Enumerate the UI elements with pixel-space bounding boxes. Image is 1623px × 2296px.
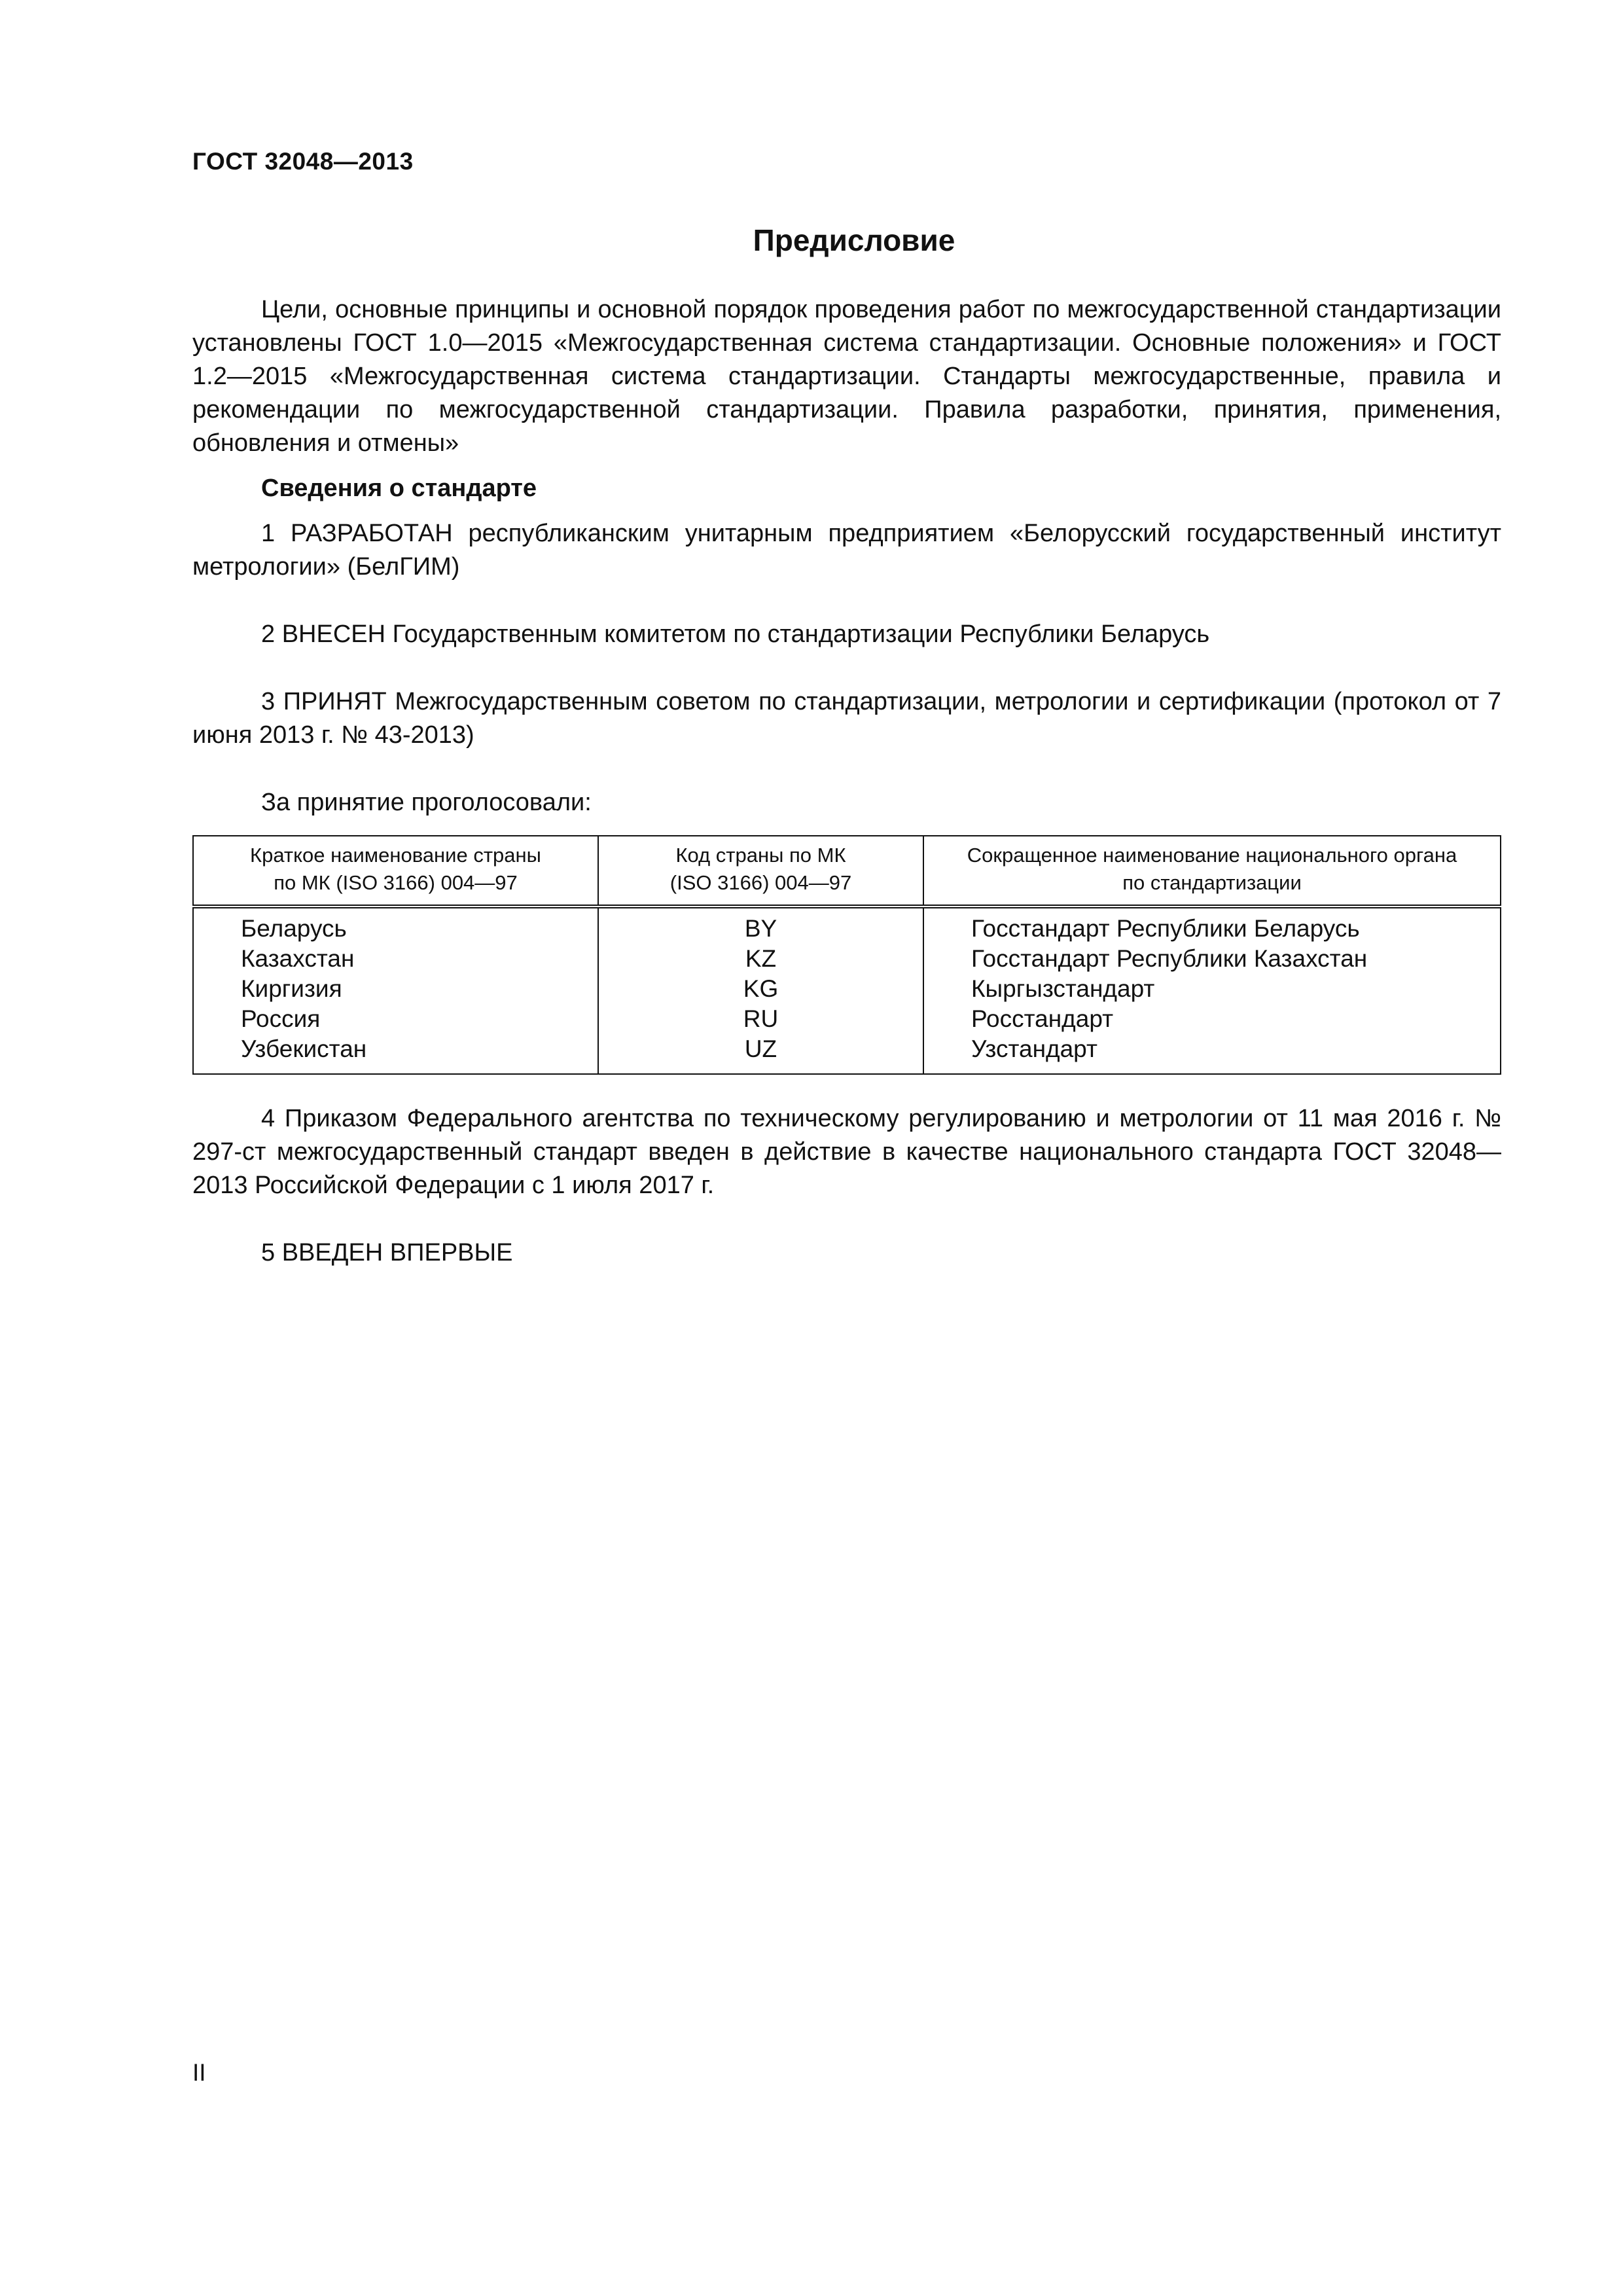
cell-country: Россия bbox=[193, 1004, 598, 1034]
item-enacted: 4 Приказом Федерального агентства по техническому регулированию и метрологии от 11 мая 2016 г. № 297-ст межгосударственный стандарт введен в действие в качестве национального стандарта ГОСТ 32048—2013 Российской Федерации с 1 июля 2017 г. bbox=[192, 1105, 1501, 1199]
cell-code: RU bbox=[598, 1004, 923, 1034]
table-row bbox=[193, 944, 1501, 974]
cell-body: Росстандарт bbox=[923, 1004, 1501, 1034]
item-first-time: 5 ВВЕДЕН ВПЕРВЫЕ bbox=[261, 1239, 513, 1266]
cell-code: BY bbox=[598, 906, 923, 944]
cell-country: Киргизия bbox=[193, 974, 598, 1004]
votes-table bbox=[192, 835, 1501, 1075]
cell-country: Узбекистан bbox=[193, 1034, 598, 1074]
item-developed: 1 РАЗРАБОТАН республиканским унитарным предприятием «Белорусский государственный институт метрологии» (БелГИМ) bbox=[192, 520, 1501, 581]
item-adopted: 3 ПРИНЯТ Межгосударственным советом по стандартизации, метрологии и сертификации (протокол от 7 июня 2013 г. № 43-2013) bbox=[192, 688, 1501, 749]
standard-info-heading: Сведения о стандарте bbox=[261, 475, 537, 502]
cell-code: KG bbox=[598, 974, 923, 1004]
cell-code: UZ bbox=[598, 1034, 923, 1074]
cell-body: Кыргызстандарт bbox=[923, 974, 1501, 1004]
table-row bbox=[193, 1004, 1501, 1034]
foreword-content bbox=[192, 293, 1501, 1270]
intro-paragraph: Цели, основные принципы и основной порядок проведения работ по межгосударственной стандартизации установлены ГОСТ 1.0—2015 «Межгосударственная система стандартизации. Основные положения» и ГОСТ 1.2—2015 «Межгосударственная система стандартизации. Стандарты межгосударственные, правила и рекомендации по межгосударственной стандартизации. Правила разработки, принятия, применения, обновления и отмены» bbox=[192, 296, 1501, 457]
table-row bbox=[193, 974, 1501, 1004]
cell-country: Беларусь bbox=[193, 906, 598, 944]
votes-intro: За принятие проголосовали: bbox=[261, 789, 592, 816]
document-code: ГОСТ 32048—2013 bbox=[192, 148, 414, 175]
cell-country: Казахстан bbox=[193, 944, 598, 974]
votes-table-header-row bbox=[193, 836, 1501, 906]
cell-body: Госстандарт Республики Казахстан bbox=[923, 944, 1501, 974]
header-code: Код страны по МК (ISO 3166) 004—97 bbox=[598, 836, 923, 906]
cell-body: Узстандарт bbox=[923, 1034, 1501, 1074]
header-country: Краткое наименование страны по МК (ISO 3166) 004—97 bbox=[193, 836, 598, 906]
item-submitted: 2 ВНЕСЕН Государственным комитетом по стандартизации Республики Беларусь bbox=[261, 620, 1210, 648]
page-title: Предисловие bbox=[753, 223, 955, 257]
table-row bbox=[193, 1034, 1501, 1074]
cell-body: Госстандарт Республики Беларусь bbox=[923, 906, 1501, 944]
page-number: II bbox=[192, 2059, 206, 2086]
table-row bbox=[193, 906, 1501, 944]
header-body: Сокращенное наименование национального органа по стандартизации bbox=[923, 836, 1501, 906]
cell-code: KZ bbox=[598, 944, 923, 974]
